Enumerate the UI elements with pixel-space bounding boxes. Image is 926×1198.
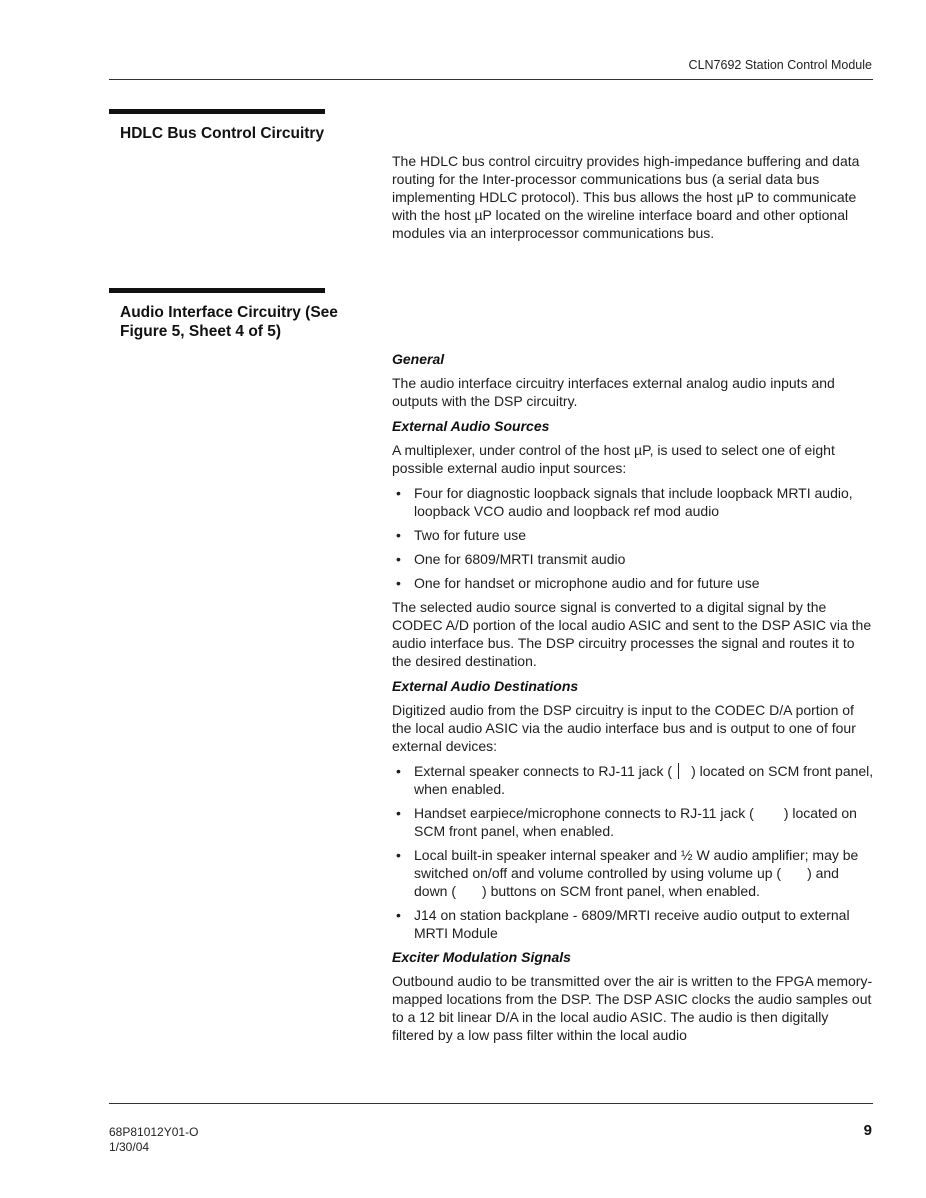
doc-number: 68P81012Y01-O [109,1125,199,1139]
list-item-text-a: External speaker connects to RJ-11 jack ( [414,763,673,779]
section-heading-audio: Audio Interface Circuitry (See Figure 5, Sheet 4 of 5) [120,304,338,340]
list-item [392,550,874,568]
list-item-text-b: ) located on SCM front panel, when enabled. [414,763,874,797]
bullet-icon: • [396,763,401,779]
list-item-text-a: Handset earpiece/microphone connects to RJ-11 jack ( [414,805,754,821]
list-item-text: Two for future use [414,527,527,543]
section-bar-hdlc [109,109,325,114]
hdlc-paragraph: The HDLC bus control circuitry provides high-impedance buffering and data routing for the Inter-processor communications bus (a serial data bus implementing HDLC protocol). This bus allows the host µP to communicate with the host µP located on the wireline interface board and other optional modules via an interprocessor communications bus. [392,153,860,241]
list-item [392,484,874,520]
list-item [392,906,874,942]
page-number: 9 [863,1122,872,1139]
destinations-paragraph: Digitized audio from the DSP circuitry is input to the CODEC D/A portion of the local audio ASIC via the audio interface bus and is output to one of four external devices: [392,702,856,754]
footer-doc-info [109,1125,198,1155]
section-bar-audio [109,288,325,293]
bullet-icon: • [396,907,401,923]
header-rule [109,79,873,80]
subheading-external-audio-destinations: External Audio Destinations [392,678,579,694]
list-item-text: J14 on station backplane - 6809/MRTI receive audio output to external MRTI Module [414,907,850,941]
bullet-icon: • [396,805,401,821]
list-item [392,526,874,544]
list-item [392,574,874,592]
subheading-external-audio-sources: External Audio Sources [392,418,550,434]
list-item-text: Four for diagnostic loopback signals that include loopback MRTI audio, loopback VCO audio and loopback ref mod audio [414,485,853,519]
list-item [392,846,874,900]
audio-body [392,350,874,1051]
bullet-icon: • [396,485,401,501]
sources-after-paragraph: The selected audio source signal is converted to a digital signal by the CODEC A/D portion of the local audio ASIC and sent to the DSP ASIC via the audio interface bus. The DSP circuitry processes the signal and routes it to the desired destination. [392,599,872,669]
list-item [392,762,874,798]
jack-symbol-icon [678,763,691,779]
list-item-text-b: ) and down ( [414,865,839,899]
list-item-text-c: ) buttons on SCM front panel, when enabled. [482,883,760,899]
bullet-icon: • [396,575,401,591]
destinations-list [392,762,874,942]
doc-date: 1/30/04 [109,1140,150,1154]
list-item-text: One for handset or microphone audio and for future use [414,575,760,591]
volume-up-symbol-icon [781,865,807,881]
subheading-general: General [392,351,445,367]
bullet-icon: • [396,847,401,863]
footer-rule [109,1103,873,1104]
section-heading-hdlc: HDLC Bus Control Circuitry [120,125,325,142]
handset-jack-symbol-icon [754,805,784,821]
volume-down-symbol-icon [456,883,482,899]
general-paragraph: The audio interface circuitry interfaces external analog audio inputs and outputs with the DSP circuitry. [392,375,835,409]
sources-list [392,484,874,592]
list-item-text-a: Local built-in speaker internal speaker and ½ W audio amplifier; may be switched on/off and volume controlled by using volume up ( [414,847,859,881]
exciter-paragraph: Outbound audio to be transmitted over the air is written to the FPGA memory-mapped locations from the DSP. The DSP ASIC clocks the audio samples out to a 12 bit linear D/A in the local audio ASIC. The audio is then digitally filtered by a low pass filter within the local audio [392,973,873,1043]
bullet-icon: • [396,527,401,543]
hdlc-body [392,152,874,249]
running-header-title: CLN7692 Station Control Module [688,58,872,72]
bullet-icon: • [396,551,401,567]
sources-paragraph: A multiplexer, under control of the host µP, is used to select one of eight possible external audio input sources: [392,442,835,476]
list-item-text: One for 6809/MRTI transmit audio [414,551,626,567]
list-item-text-b: ) located on SCM front panel, when enabled. [414,805,857,839]
subheading-exciter-modulation-signals: Exciter Modulation Signals [392,949,571,965]
list-item [392,804,874,840]
